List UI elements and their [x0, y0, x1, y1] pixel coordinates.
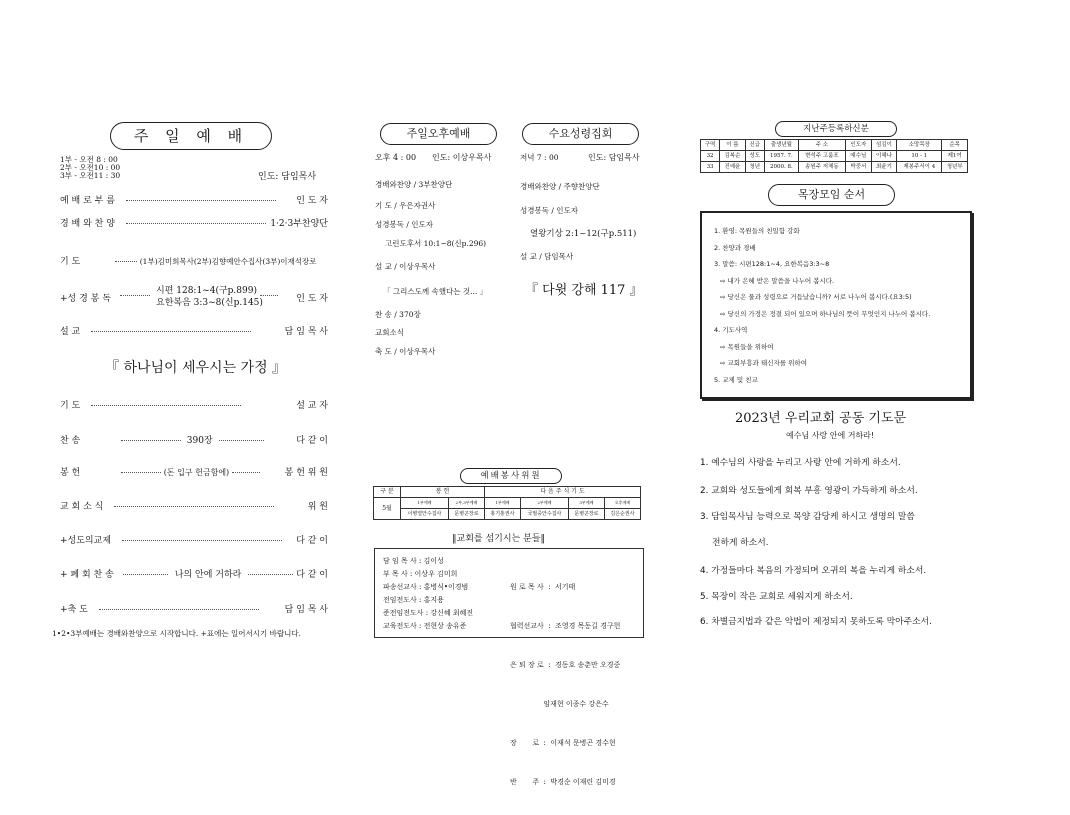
afternoon-item: 교회소식	[375, 328, 404, 337]
order-closing-hymn	[60, 567, 328, 580]
prayer-item: 4. 가정들마다 복음의 가정되며 오귀의 복을 누리게 하소서.	[700, 566, 927, 576]
prayer-title: 2023년 우리교회 공동 기도문	[735, 411, 907, 426]
order-benediction	[60, 602, 328, 615]
staff-line: 부 목 사 : 이상우 김미희	[383, 570, 458, 578]
mokjang-item: 1. 환영: 목원들의 친밀함 강화	[714, 227, 800, 235]
cell: 2000. 8.	[764, 162, 798, 173]
order-middle: (1부)김미희목사(2부)김향예안수집사(3부)이재석장로	[139, 257, 317, 266]
order-scripture	[60, 287, 328, 307]
time-2: 2부 - 오전10 : 00	[60, 163, 121, 172]
order-hymn	[60, 433, 328, 446]
th-offering: 봉 헌	[401, 487, 485, 498]
order-middle2: 요한복음 3:3~8(신p.145)	[156, 298, 263, 308]
afternoon-item: 설 교 / 이상우목사	[375, 262, 436, 271]
order-right: 다 같 이	[296, 536, 328, 546]
service-times	[60, 156, 120, 180]
mokjang-item: 5. 교제 및 친교	[714, 375, 758, 384]
prayer-item: 전하게 하소서.	[712, 538, 769, 548]
cell: 송원주 저체동	[798, 162, 845, 173]
cell: 박중서	[846, 162, 872, 173]
order-prayer	[60, 254, 328, 267]
staff-line: 반 주 : 박경순 이재린 김미경	[510, 778, 616, 786]
wednesday-time: 저녁 7 : 00	[520, 153, 559, 162]
order-label: + 폐 회 찬 송	[60, 570, 114, 580]
order-label: 예 배 로 부 름	[60, 196, 115, 206]
order-middle: (돈 입구 헌금함에)	[163, 468, 230, 477]
cell: 청년부	[942, 162, 968, 173]
service-committee-title: 예배봉사위원	[460, 468, 562, 484]
cell: 32	[701, 151, 720, 162]
service-cell: 국필중안수집사	[520, 509, 568, 520]
service-table	[373, 486, 641, 520]
service-cell: 김은순권사	[604, 509, 640, 520]
newcomer-th: 구역	[701, 140, 720, 151]
sub-header: 2부,3부예배	[448, 498, 484, 509]
service-cell: 문병곤장로	[448, 509, 484, 520]
order-offering	[60, 465, 328, 478]
afternoon-item: 「 그리스도께 속했다는 것... 」	[383, 287, 488, 296]
order-right: 1·2·3부찬양단	[270, 219, 328, 229]
footnote: 1•2•3부예배는 경배와찬양으로 시작합니다. +표에는 일어서시기 바랍니다.	[52, 629, 301, 638]
mokjang-item: ⇨ 교회부흥과 태신자를 위하여	[720, 359, 807, 367]
order-label: 교 회 소 식	[60, 502, 104, 512]
afternoon-lead: 인도: 이상우목사	[432, 153, 492, 162]
month-cell: 5월	[374, 498, 401, 520]
afternoon-title: 주일오후예배	[380, 123, 497, 145]
newcomers-header-row	[701, 140, 968, 151]
order-label: 경 배 와 찬 양	[60, 219, 115, 229]
newcomer-th: 섬김이	[871, 140, 897, 151]
staff-line: 전임전도사 : 홍지용	[383, 596, 444, 604]
order-right: 담 임 목 사	[284, 605, 328, 615]
order-label: 기 도	[60, 401, 81, 411]
mokjang-item: ⇨ 내가 은혜 받은 말씀을 나누어 봅시다.	[720, 276, 835, 285]
order-middle: 나의 안에 거하라	[174, 570, 242, 580]
order-label: 찬 송	[60, 436, 81, 446]
wednesday-item: 경배와찬양 / 주향찬양단	[520, 182, 600, 191]
order-middle: 시편 128:1~4(구p.899)	[156, 286, 257, 296]
order-middle: 390장	[186, 436, 213, 446]
order-right: 위 원	[307, 502, 328, 512]
cell: 이혜나	[871, 151, 897, 162]
cell: 성도	[745, 151, 764, 162]
staff-line: 교육전도사 : 전현상 송유준	[383, 622, 467, 630]
wednesday-item: 열왕기상 2:1~12(구p.511)	[530, 229, 637, 239]
wednesday-sermon: 『 다윗 강해 117 』	[525, 283, 643, 298]
order-label: 기 도	[60, 257, 81, 267]
mokjang-list	[714, 223, 930, 388]
order-label: +성 경 봉 독	[60, 294, 111, 304]
table-row	[701, 162, 968, 173]
sub-header: 오후예배	[604, 498, 640, 509]
cell: 청년	[745, 162, 764, 173]
staff-line: 파송선교사 : 홍병식•이경범	[383, 583, 469, 591]
order-label: 봉 헌	[60, 468, 81, 478]
prayer-item: 6. 차별금지법과 같은 악법이 제정되지 못하도록 막아주소서.	[700, 617, 932, 627]
wednesday-title: 수요성령집회	[522, 123, 639, 145]
staff-line: 원 로 목 사 : 서기태	[510, 583, 576, 591]
order-praise	[60, 216, 328, 229]
mokjang-item: ⇨ 목원들을 위하여	[720, 342, 774, 351]
th-division: 구 분	[374, 487, 401, 498]
cell: 10 - 1	[897, 151, 942, 162]
lead-label: 인도: 담임목사	[258, 172, 317, 182]
newcomer-th: 이 름	[720, 140, 746, 151]
staff-line: 담 임 목 사 : 김이성	[383, 557, 444, 565]
order-sermon	[60, 324, 328, 337]
order-label: +성도의교제	[60, 536, 112, 546]
order-label: 설 교	[60, 327, 81, 337]
afternoon-item: 고린도후서 10:1~8(신p.296)	[385, 239, 487, 248]
order-right: 다 같 이	[296, 436, 328, 446]
newcomers-table	[700, 139, 968, 173]
staff-left	[383, 555, 473, 633]
order-right: 인 도 자	[296, 196, 328, 206]
newcomer-th: 순목	[942, 140, 968, 151]
cell: 진예윤	[720, 162, 746, 173]
sub-header: 2부예배	[520, 498, 568, 509]
order-right: 설 교 자	[296, 401, 328, 411]
cell: 제봉주서이 4	[897, 162, 942, 173]
service-cell: 이병열안수집사	[401, 509, 449, 520]
wednesday-item: 성경봉독 / 인도자	[520, 206, 579, 215]
staff-line: 은 퇴 장 로 : 경동호 송춘만 오경중	[510, 661, 621, 669]
time-1: 1부 - 오전 8 : 00	[60, 155, 118, 164]
staff-line: 준전임전도사 : 강신혜 최혜진	[383, 609, 474, 617]
newcomer-th: 소망목장	[897, 140, 942, 151]
newcomer-th: 출생년월	[764, 140, 798, 151]
prayer-subtitle: 예수님 사랑 안에 거하라!	[786, 431, 875, 440]
table-row	[701, 151, 968, 162]
order-right: 담 임 목 사	[284, 327, 328, 337]
mokjang-item: 2. 찬양과 경배	[714, 243, 756, 252]
order-label: +축 도	[60, 605, 88, 615]
service-cell: 홍기홍권사	[484, 509, 520, 520]
cell: 제1여	[942, 151, 968, 162]
order-news	[60, 499, 328, 512]
sub-header: 1부예배	[401, 498, 449, 509]
afternoon-item: 축 도 / 이상우목사	[375, 347, 436, 356]
staff-line: 협력선교사 : 조영경 목동길 경구헌	[510, 622, 621, 630]
wednesday-lead: 인도: 담임목사	[588, 153, 640, 162]
mokjang-item: ⇨ 당신은 물과 성령으로 거듭났습니까? 서로 나누어 봅시다.(요3:5)	[720, 293, 912, 301]
order-fellowship	[60, 533, 328, 546]
afternoon-item: 성경봉독 / 인도자	[375, 220, 434, 229]
prayer-item: 1. 예수님의 사랑을 누리고 사랑 안에 거하게 하소서.	[700, 458, 901, 468]
staff-line: 장 로 : 이재석 문병곤 경수현	[510, 739, 616, 747]
afternoon-item: 기 도 / 우은자권사	[375, 201, 436, 210]
newcomer-th: 주 소	[798, 140, 845, 151]
afternoon-item: 경배와찬양 / 3부찬양단	[375, 180, 453, 189]
staff-box	[374, 548, 644, 786]
afternoon-item: 찬 송 / 370장	[375, 310, 421, 319]
afternoon-time: 오후 4 : 00	[375, 153, 417, 162]
staff-right	[510, 555, 620, 815]
serve-title: ‖교회를 섬기시는 분들‖	[452, 534, 545, 544]
prayer-item: 2. 교회와 성도들에게 회복 부흥 영광이 가득하게 하소서.	[700, 486, 918, 496]
cell: 33	[701, 162, 720, 173]
cell: 최윤기	[871, 162, 897, 173]
prayer-item: 5. 목장이 작은 교회로 세워지게 하소서.	[700, 592, 853, 602]
order-right: 다 같 이	[296, 570, 328, 580]
cell: 김복순	[720, 151, 746, 162]
mokjang-item: 4. 기도사역	[714, 326, 748, 334]
sub-header: 1부예배	[484, 498, 520, 509]
prayer-item: 3. 담임목사님 능력으로 목양 감당케 하시고 생명의 말씀	[700, 512, 915, 522]
cell: 예수님	[846, 151, 872, 162]
cell: 변석주 고룸포	[798, 151, 845, 162]
service-cell: 문병곤장로	[568, 509, 604, 520]
mokjang-item: 3. 말씀: 시편128:1~4, 요한복음3:3~8	[714, 260, 830, 268]
order-right: 봉 헌 위 원	[284, 468, 328, 478]
sub-header: 3부예배	[568, 498, 604, 509]
order-prayer2	[60, 398, 328, 411]
order-right: 인 도 자	[296, 294, 328, 304]
newcomer-th: 신급	[745, 140, 764, 151]
wednesday-item: 설 교 / 담임목사	[520, 252, 574, 261]
cell: 1957. 7.	[764, 151, 798, 162]
newcomer-th: 인도자	[846, 140, 872, 151]
sermon-title: 『 하나님이 세우시는 가정 』	[105, 360, 287, 376]
order-call	[60, 193, 328, 206]
mokjang-title: 목장모임 순서	[768, 184, 895, 206]
mokjang-box	[700, 211, 972, 399]
mokjang-item: ⇨ 당신의 가정은 정결 되어 있으며 하나님의 뜻이 무엇인지 나누어 봅시다.	[720, 309, 931, 318]
th-next-prayer: 다 음 주 식 기 도	[484, 487, 640, 498]
time-3: 3부 - 오전11 : 30	[60, 171, 121, 180]
newcomers-title: 지난주등록하신분	[775, 121, 897, 137]
staff-line: 임재현 이종수 강은수	[510, 700, 609, 708]
sunday-service-title: 주 일 예 배	[110, 122, 272, 150]
